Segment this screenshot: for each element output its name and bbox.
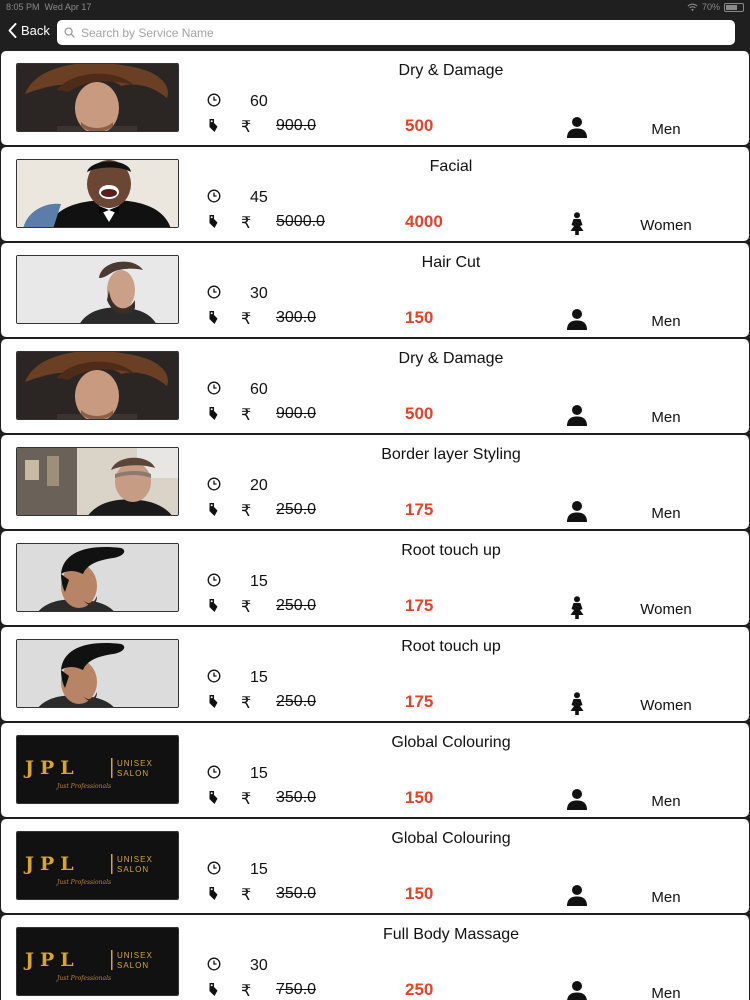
svg-text:SALON: SALON (117, 961, 150, 970)
currency-symbol: ₹ (241, 981, 252, 1000)
svg-text:JPL: JPL (25, 949, 80, 971)
clock-icon (207, 669, 221, 683)
service-duration: 15 (250, 573, 268, 590)
clock-icon (207, 477, 221, 491)
gender-label: Women (640, 697, 692, 714)
service-image (16, 351, 179, 420)
clock-icon (207, 861, 221, 875)
original-price: 900.0 (276, 117, 317, 134)
service-card[interactable] (1, 243, 749, 337)
discounted-price: 150 (405, 788, 434, 807)
price-tag-icon (208, 982, 219, 997)
service-name: Global Colouring (391, 830, 511, 847)
search-icon (64, 27, 75, 38)
original-price: 5000.0 (276, 213, 325, 230)
service-name: Root touch up (401, 638, 501, 655)
service-image (16, 159, 179, 228)
currency-symbol: ₹ (241, 117, 252, 136)
svg-text:SALON: SALON (117, 769, 150, 778)
man-icon (565, 307, 589, 336)
service-name: Hair Cut (421, 254, 481, 271)
currency-symbol: ₹ (241, 405, 252, 424)
search-bar[interactable] (57, 20, 735, 45)
price-tag-icon (208, 118, 219, 133)
original-price: 350.0 (276, 789, 317, 806)
currency-symbol: ₹ (241, 693, 252, 712)
discounted-price: 500 (405, 404, 434, 423)
currency-symbol: ₹ (241, 501, 252, 520)
service-card[interactable] (1, 435, 749, 529)
svg-text:Just Professionals: Just Professionals (57, 783, 112, 790)
original-price: 250.0 (276, 597, 317, 614)
gender-label: Men (651, 889, 681, 906)
clock-icon (207, 285, 221, 299)
price-tag-icon (208, 214, 219, 229)
service-image (16, 927, 179, 996)
price-tag-icon (208, 310, 219, 325)
gender-label: Women (640, 601, 692, 618)
svg-text:SALON: SALON (117, 865, 150, 874)
navigation-bar (0, 14, 750, 50)
price-tag-icon (208, 886, 219, 901)
man-icon (565, 883, 589, 912)
search-input[interactable] (81, 26, 701, 40)
clock-icon (207, 957, 221, 971)
woman-icon (565, 595, 589, 624)
man-icon (565, 403, 589, 432)
currency-symbol: ₹ (241, 597, 252, 616)
battery-percent: 70% (701, 2, 720, 12)
service-card[interactable] (1, 627, 749, 721)
service-name: Full Body Massage (382, 926, 520, 943)
gender-label: Men (651, 793, 681, 810)
woman-icon (565, 691, 589, 720)
service-image (16, 255, 179, 324)
service-image (16, 735, 179, 804)
status-time: 8:05 PM Wed Apr 17 (6, 2, 92, 12)
svg-text:UNISEX: UNISEX (117, 951, 153, 960)
woman-icon (565, 211, 589, 240)
service-card[interactable] (1, 531, 749, 625)
service-name: Dry & Damage (398, 62, 504, 79)
currency-symbol: ₹ (241, 309, 252, 328)
price-tag-icon (208, 694, 219, 709)
svg-text:JPL: JPL (25, 757, 80, 779)
svg-text:Just Professionals: Just Professionals (57, 879, 112, 886)
original-price: 350.0 (276, 885, 317, 902)
currency-symbol: ₹ (241, 885, 252, 904)
service-duration: 20 (250, 477, 268, 494)
status-bar (0, 0, 750, 14)
price-tag-icon (208, 598, 219, 613)
service-card[interactable] (1, 147, 749, 241)
discounted-price: 150 (405, 884, 434, 903)
service-duration: 60 (250, 381, 268, 398)
back-button[interactable] (8, 23, 50, 38)
price-tag-icon (208, 406, 219, 421)
service-duration: 45 (250, 189, 268, 206)
currency-symbol: ₹ (241, 789, 252, 808)
service-duration: 15 (250, 669, 268, 686)
status-right (687, 2, 744, 12)
service-name: Global Colouring (391, 734, 511, 751)
discounted-price: 4000 (405, 212, 443, 231)
discounted-price: 500 (405, 116, 434, 135)
back-label: Back (21, 23, 50, 38)
service-name: Root touch up (401, 542, 501, 559)
original-price: 750.0 (276, 981, 317, 998)
service-duration: 30 (250, 957, 268, 974)
gender-label: Men (651, 409, 681, 426)
currency-symbol: ₹ (241, 213, 252, 232)
price-tag-icon (208, 790, 219, 805)
gender-label: Men (651, 313, 681, 330)
service-card[interactable] (1, 723, 749, 817)
price-tag-icon (208, 502, 219, 517)
gender-label: Men (651, 505, 681, 522)
clock-icon (207, 189, 221, 203)
original-price: 300.0 (276, 309, 317, 326)
service-card[interactable] (1, 915, 749, 1000)
service-name: Dry & Damage (398, 350, 504, 367)
service-duration: 15 (250, 861, 268, 878)
service-image (16, 543, 179, 612)
original-price: 250.0 (276, 501, 317, 518)
service-duration: 60 (250, 93, 268, 110)
clock-icon (207, 93, 221, 107)
man-icon (565, 787, 589, 816)
service-image (16, 447, 179, 516)
svg-text:UNISEX: UNISEX (117, 759, 153, 768)
svg-text:Just Professionals: Just Professionals (57, 975, 112, 982)
discounted-price: 150 (405, 308, 434, 327)
discounted-price: 175 (405, 692, 434, 711)
original-price: 250.0 (276, 693, 317, 710)
service-card[interactable] (1, 51, 749, 145)
chevron-left-icon (8, 23, 17, 38)
gender-label: Men (651, 121, 681, 138)
discounted-price: 250 (405, 980, 434, 999)
svg-text:UNISEX: UNISEX (117, 855, 153, 864)
service-card[interactable] (1, 339, 749, 433)
service-name: Facial (429, 158, 473, 175)
service-image (16, 831, 179, 900)
discounted-price: 175 (405, 596, 434, 615)
service-list[interactable] (0, 51, 750, 1000)
discounted-price: 175 (405, 500, 434, 519)
gender-label: Women (640, 217, 692, 234)
gender-label: Men (651, 985, 681, 1000)
man-icon (565, 979, 589, 1000)
service-duration: 30 (250, 285, 268, 302)
service-duration: 15 (250, 765, 268, 782)
clock-icon (207, 381, 221, 395)
service-image (16, 63, 179, 132)
clock-icon (207, 573, 221, 587)
service-name: Border layer Styling (381, 446, 521, 463)
clock-icon (207, 765, 221, 779)
wifi-icon (687, 3, 698, 12)
battery-icon (724, 3, 744, 12)
man-icon (565, 115, 589, 144)
service-card[interactable] (1, 819, 749, 913)
svg-text:JPL: JPL (25, 853, 80, 875)
man-icon (565, 499, 589, 528)
service-image (16, 639, 179, 708)
original-price: 900.0 (276, 405, 317, 422)
